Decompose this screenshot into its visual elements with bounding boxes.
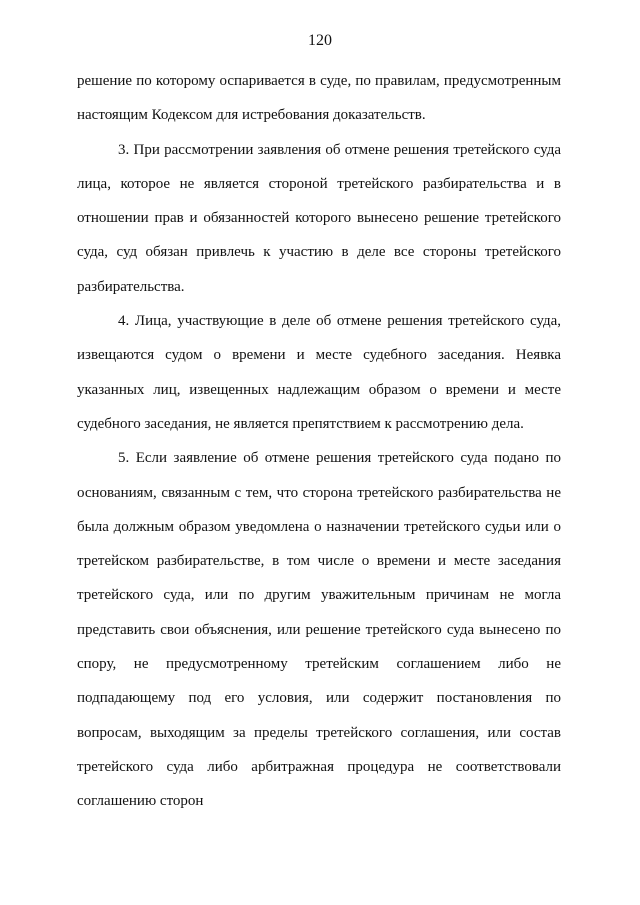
paragraph-4: 4. Лица, участвующие в деле об отмене решения третейского суда, извещаются судом о времени и месте судебного заседания. Неявка указанных лиц, извещенных надлежащим образом о времени и месте судебного заседания, не является препятствием к рассмотрению дела. — [77, 313, 561, 432]
page-number: 120 — [308, 32, 332, 49]
paragraph-continuation: решение по которому оспаривается в суде, по правилам, предусмотренным настоящим Кодексом для истребования доказательств. — [77, 73, 561, 124]
document-body — [77, 64, 561, 819]
paragraph-5: 5. Если заявление об отмене решения третейского суда подано по основаниям, связанным с тем, что сторона третейского разбирательства не была должным образом уведомлена о назначении третейского судьи или о третейском разбирательстве, в том числе о времени и месте заседания третейского суда, или по другим уважительным причинам не могла представить свои объяснения, или решение третейского суда вынесено по спору, не предусмотренному третейским соглашением либо не подпадающему под его условия, или содержит постановления по вопросам, выходящим за пределы третейского соглашения, или состав третейского суда либо арбитражная процедура не соответствовали соглашению сторон — [77, 450, 561, 810]
paragraph-3: 3. При рассмотрении заявления об отмене решения третейского суда лица, которое не является стороной третейского разбирательства и в отношении прав и обязанностей которого вынесено решение третейского суда, суд обязан привлечь к участию в деле все стороны третейского разбирательства. — [77, 141, 561, 295]
